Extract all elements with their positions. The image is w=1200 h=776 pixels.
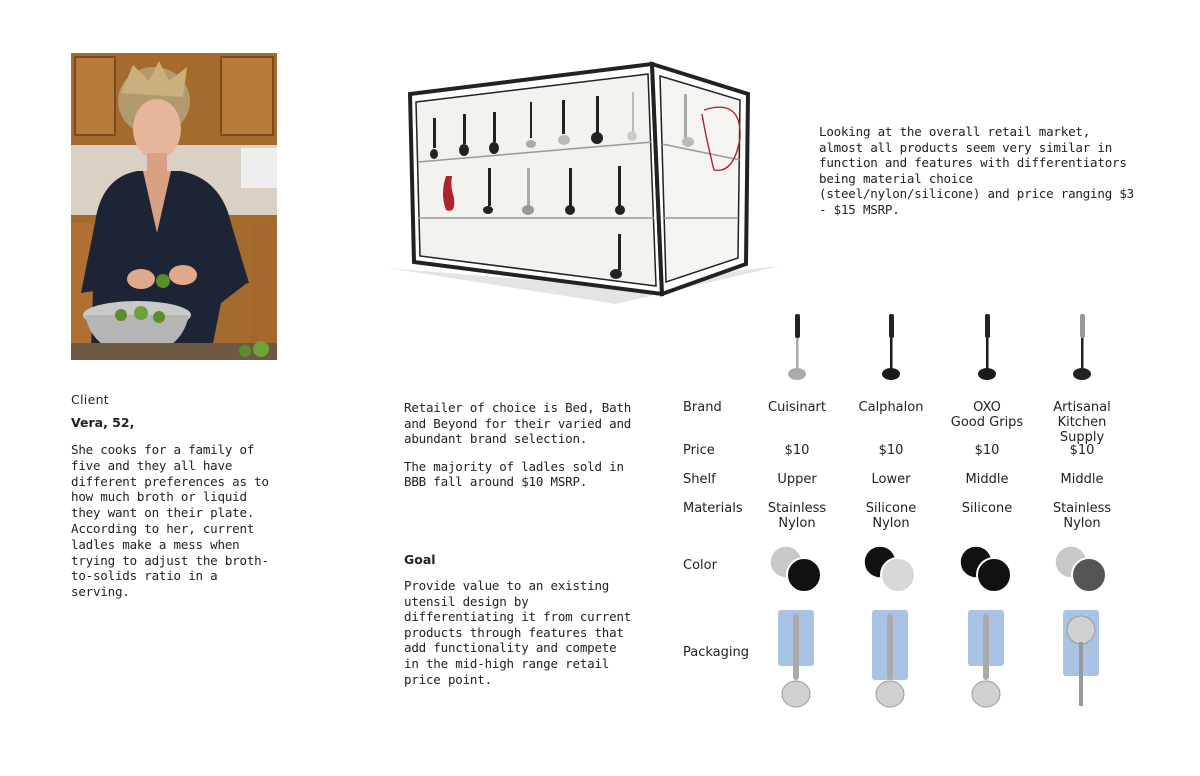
client-photo	[71, 53, 277, 360]
materials-value-line2: Nylon	[872, 516, 910, 531]
color-swatches	[1054, 545, 1114, 595]
ladle-icon	[876, 312, 906, 382]
materials-value: Silicone	[865, 501, 917, 516]
client-section	[71, 392, 281, 600]
brand-name-line2: Kitchen Supply	[1057, 415, 1107, 445]
goal-title: Goal	[404, 552, 436, 567]
price-value: $10	[1069, 443, 1095, 458]
color-swatches	[769, 545, 829, 595]
brand-name: OXO	[973, 400, 1001, 415]
brand-name: Cuisinart	[768, 400, 826, 415]
shelf-value: Upper	[777, 472, 817, 487]
price-value: $10	[974, 443, 1000, 458]
packaging-image	[866, 608, 916, 713]
row-label-color: Color	[683, 558, 717, 573]
materials-value-line2: Nylon	[778, 516, 816, 531]
retailer-price-text: The majority of ladles sold in BBB fall around $10 MSRP.	[404, 458, 624, 490]
row-label-packaging: Packaging	[683, 645, 749, 660]
client-description: She cooks for a family of five and they all have different preferences as to how much broth or liquid they want on their plate. According to her, current ladles make a mess when trying to adjust the broth-to-solids ratio in a serving.	[71, 442, 269, 600]
shelf-value: Middle	[965, 472, 1009, 487]
price-value: $10	[784, 443, 810, 458]
materials-value-line2: Nylon	[1063, 516, 1101, 531]
goal-text: Provide value to an existing utensil design by differentiating it from current products through features that add functionality and compete in the mid-high range retail price point.	[404, 578, 632, 687]
client-label: Client	[71, 392, 109, 407]
ladle-icon	[972, 312, 1002, 382]
competitor-comparison-table	[683, 300, 1143, 730]
ladle-icon	[782, 312, 812, 382]
retailer-choice-text: Retailer of choice is Bed, Bath and Beyond for their varied and abundant brand selection.	[404, 400, 632, 447]
brand-name-line2: Good Grips	[950, 415, 1024, 430]
brand-name: Calphalon	[858, 400, 924, 415]
materials-value: Silicone	[961, 501, 1013, 516]
shelf-value: Lower	[871, 472, 911, 487]
row-label-shelf: Shelf	[683, 472, 716, 487]
shelf-value: Middle	[1060, 472, 1104, 487]
packaging-image	[1057, 608, 1107, 713]
price-value: $10	[878, 443, 904, 458]
retail-shelf-illustration	[384, 58, 784, 308]
row-label-price: Price	[683, 443, 715, 458]
client-name: Vera, 52,	[71, 415, 135, 430]
materials-value: Stainless	[767, 501, 827, 516]
materials-value: Stainless	[1052, 501, 1112, 516]
color-swatches	[863, 545, 923, 595]
market-analysis-text: Looking at the overall retail market, almost all products seem very similar in function and features with differentiators being material choice (steel/nylon/silicone) and price ranging $3 - $15 MSRP.	[819, 124, 1135, 217]
retailer-section	[404, 400, 634, 502]
packaging-image	[772, 608, 822, 713]
brand-name: Artisanal	[1053, 400, 1111, 415]
row-label-brand: Brand	[683, 400, 722, 415]
ladle-icon	[1067, 312, 1097, 382]
packaging-image	[962, 608, 1012, 713]
goal-section	[404, 552, 634, 687]
row-label-materials: Materials	[683, 501, 743, 516]
color-swatches	[959, 545, 1019, 595]
